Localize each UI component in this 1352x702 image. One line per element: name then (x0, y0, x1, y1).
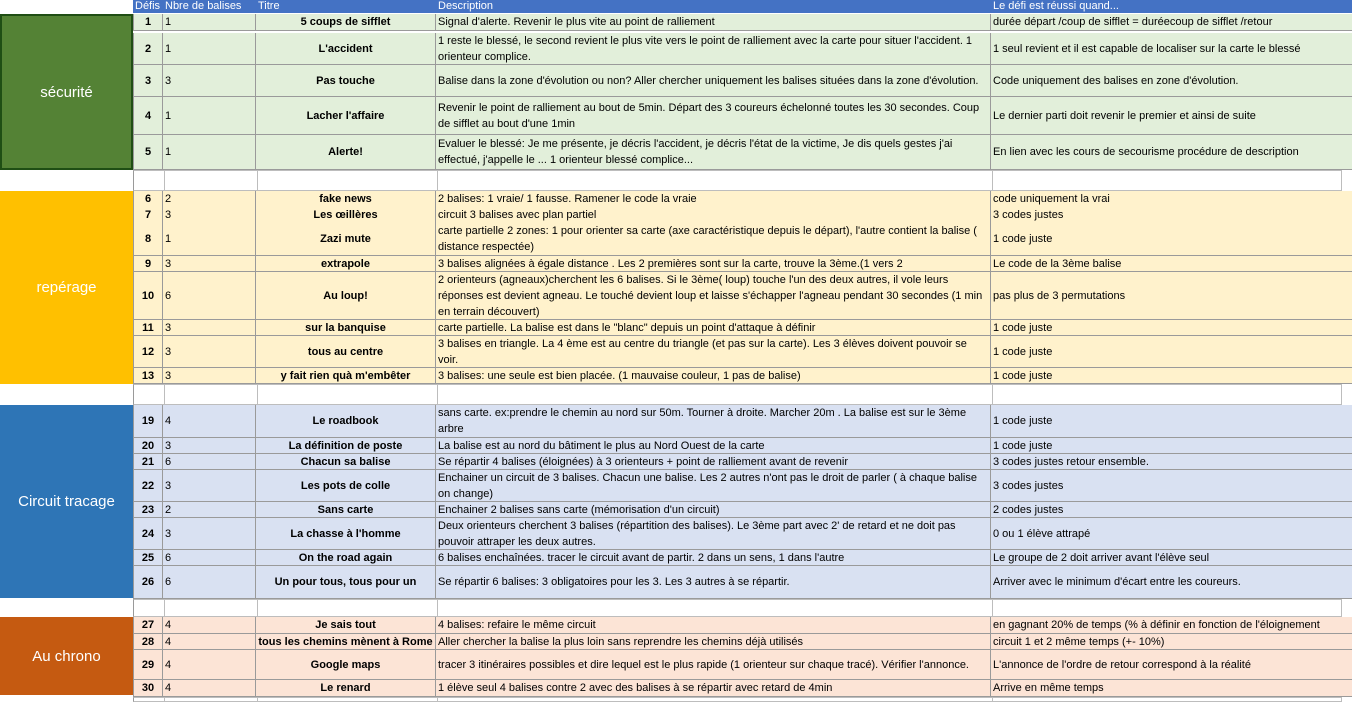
cell-defi-number-text: 9 (144, 257, 152, 270)
cell-reussi[interactable] (991, 634, 1352, 650)
cell-defi-number-text: 4 (144, 109, 152, 122)
cell-titre[interactable] (256, 207, 436, 224)
cell-defi-number[interactable] (133, 97, 163, 135)
cell-titre[interactable] (256, 454, 436, 470)
cell-reussi[interactable] (991, 65, 1352, 97)
header-reussi[interactable]: Le défi est réussi quand... (991, 0, 1352, 13)
corner-cell[interactable] (0, 0, 133, 14)
cell-reussi-text: pas plus de 3 permutations (993, 289, 1126, 302)
cell-titre[interactable] (256, 320, 436, 336)
cell-reussi[interactable] (991, 617, 1352, 634)
cell-nb-balises[interactable] (163, 223, 256, 256)
cell-nb-balises-text: 6 (165, 455, 172, 468)
cell-titre-text: tous les chemins mènent à Rome (258, 635, 433, 648)
cell-description-text: Enchainer un circuit de 3 balises. Chacun une balise. Les 2 autres n'ont pas le droit de parler ( à chaque balise on change) (438, 471, 977, 500)
cell-titre-text: Les œillères (313, 209, 378, 221)
table-row (133, 405, 1352, 438)
cell-reussi[interactable] (991, 320, 1352, 336)
cell-reussi-text: Arrive en même temps (993, 682, 1104, 694)
cell-nb-balises-text: 3 (165, 209, 172, 221)
cell-defi-number-text: 3 (144, 74, 152, 87)
cell-description-text: Se répartir 6 balises: 3 obligatoires pour les 3. Les 3 autres à se répartir. (438, 576, 790, 588)
cell-titre[interactable] (256, 223, 436, 256)
cell-reussi[interactable] (991, 14, 1352, 31)
table-row (133, 368, 1352, 384)
cell-defi-number-text: 2 (144, 42, 152, 55)
cell-description-text: Se répartir 4 balises (éloignées) à 3 orienteurs + point de ralliement avant de revenir (438, 455, 848, 468)
cell-description[interactable] (436, 454, 991, 470)
cell-reussi[interactable] (991, 454, 1352, 470)
cell-description[interactable] (436, 336, 991, 368)
cell-description[interactable] (436, 65, 991, 97)
cell-reussi[interactable] (991, 470, 1352, 502)
table-row (133, 33, 1352, 65)
table-row (133, 336, 1352, 368)
cell-nb-balises-text: 3 (165, 527, 172, 540)
cell-nb-balises[interactable] (163, 135, 256, 170)
cell-nb-balises[interactable] (163, 368, 256, 384)
cell-nb-balises-text: 4 (165, 658, 172, 671)
cell-reussi[interactable] (991, 566, 1352, 599)
empty-row[interactable] (133, 599, 1342, 617)
table-row (133, 617, 1352, 634)
cell-defi-number[interactable] (133, 405, 163, 438)
cell-description[interactable] (436, 207, 991, 224)
empty-row[interactable] (133, 170, 1342, 191)
cell-titre-text: Je sais tout (315, 619, 376, 631)
category-label: sécurité (40, 83, 93, 101)
cell-titre-text: 5 coups de sifflet (300, 16, 391, 28)
cell-titre-text: Pas touche (316, 74, 375, 87)
cell-description[interactable] (436, 135, 991, 170)
cell-defi-number[interactable] (133, 256, 163, 272)
cell-titre-text: tous au centre (307, 345, 384, 358)
category-label: Circuit tracage (18, 493, 115, 510)
cell-nb-balises-text: 6 (165, 576, 172, 588)
cell-nb-balises-text: 1 (165, 42, 172, 55)
category-block[interactable] (0, 191, 133, 384)
cell-reussi-text: 3 codes justes (993, 209, 1064, 221)
cell-nb-balises-text: 6 (165, 289, 172, 302)
cell-reussi[interactable] (991, 550, 1352, 566)
cell-nb-balises-text: 2 (165, 193, 172, 205)
cell-titre-text: On the road again (298, 551, 393, 564)
cell-description-text: 3 balises: une seule est bien placée. (1 mauvaise couleur, 1 pas de balise) (438, 369, 801, 382)
cell-reussi-text: 1 seul revient et il est capable de localiser sur la carte le blessé (993, 42, 1301, 55)
cell-defi-number[interactable] (133, 207, 163, 224)
cell-description-text: circuit 3 balises avec plan partiel (438, 209, 597, 221)
cell-titre-text: fake news (319, 193, 372, 205)
cell-nb-balises[interactable] (163, 650, 256, 680)
cell-description[interactable] (436, 33, 991, 65)
empty-row[interactable] (133, 384, 1342, 405)
cell-titre[interactable] (256, 336, 436, 368)
table-row (133, 502, 1352, 518)
cell-description[interactable] (436, 502, 991, 518)
cell-nb-balises[interactable] (163, 272, 256, 320)
cell-defi-number-text: 11 (142, 321, 154, 334)
cell-nb-balises[interactable] (163, 518, 256, 550)
cell-defi-number[interactable] (133, 617, 163, 634)
cell-description[interactable] (436, 680, 991, 697)
cell-reussi-text: 1 code juste (993, 233, 1053, 245)
cell-description-text: La balise est au nord du bâtiment le plus au Nord Ouest de la carte (438, 439, 765, 452)
cell-nb-balises-text: 3 (165, 479, 172, 492)
table-row (133, 470, 1352, 502)
cell-reussi[interactable] (991, 336, 1352, 368)
cell-description-text: Revenir le point de ralliement au bout de 5min. Départ des 3 coureurs échelonné toutes les 30 secondes. Coup de sifflet au bout d'une 1min (438, 101, 980, 130)
cell-reussi-text: Le code de la 3ème balise (993, 257, 1122, 270)
cell-nb-balises[interactable] (163, 97, 256, 135)
cell-description-text: Enchainer 2 balises sans carte (mémorisation d'un circuit) (438, 503, 720, 516)
cell-nb-balises[interactable] (163, 617, 256, 634)
cell-nb-balises-text: 1 (165, 109, 172, 122)
empty-row[interactable] (133, 697, 1342, 702)
cell-defi-number-text: 22 (141, 479, 155, 492)
cell-defi-number-text: 20 (141, 439, 155, 452)
cell-titre[interactable] (256, 680, 436, 697)
cell-description[interactable] (436, 438, 991, 454)
cell-defi-number[interactable] (133, 454, 163, 470)
cell-defi-number[interactable] (133, 223, 163, 256)
cell-defi-number[interactable] (133, 438, 163, 454)
cell-nb-balises[interactable] (163, 550, 256, 566)
cell-nb-balises[interactable] (163, 502, 256, 518)
cell-titre[interactable] (256, 191, 436, 208)
cell-defi-number-text: 24 (141, 527, 155, 540)
cell-nb-balises[interactable] (163, 320, 256, 336)
cell-reussi-text: 1 code juste (993, 439, 1053, 452)
cell-titre-text: Lacher l'affaire (306, 109, 385, 122)
cell-nb-balises[interactable] (163, 336, 256, 368)
table-row (133, 207, 1352, 224)
table-row (133, 191, 1352, 208)
cell-nb-balises-text: 1 (165, 233, 172, 245)
cell-reussi-text: 3 codes justes retour ensemble. (993, 455, 1149, 468)
cell-nb-balises-text: 3 (165, 439, 172, 452)
cell-nb-balises-text: 3 (165, 74, 172, 87)
cell-titre[interactable] (256, 617, 436, 634)
cell-reussi[interactable] (991, 256, 1352, 272)
cell-nb-balises-text: 3 (165, 345, 172, 358)
cell-reussi[interactable] (991, 135, 1352, 170)
cell-defi-number-text: 13 (141, 369, 155, 382)
cell-reussi[interactable] (991, 191, 1352, 208)
cell-nb-balises[interactable] (163, 470, 256, 502)
cell-nb-balises-text: 1 (165, 146, 172, 158)
cell-defi-number-text: 6 (144, 193, 152, 205)
cell-defi-number-text: 21 (141, 455, 155, 468)
cell-defi-number[interactable] (133, 33, 163, 65)
cell-description[interactable] (436, 518, 991, 550)
cell-titre[interactable] (256, 65, 436, 97)
cell-defi-number-text: 1 (144, 16, 152, 28)
cell-reussi[interactable] (991, 650, 1352, 680)
cell-titre-text: Alerte! (328, 146, 363, 158)
cell-description[interactable] (436, 617, 991, 634)
cell-titre[interactable] (256, 14, 436, 31)
cell-titre-text: Un pour tous, tous pour un (274, 576, 417, 588)
cell-defi-number[interactable] (133, 320, 163, 336)
cell-defi-number[interactable] (133, 14, 163, 31)
cell-nb-balises-text: 3 (165, 321, 172, 334)
cell-titre-text: Le roadbook (312, 415, 379, 427)
cell-titre[interactable] (256, 438, 436, 454)
cell-titre-text: Zazi mute (320, 233, 371, 245)
cell-defi-number[interactable] (133, 634, 163, 650)
cell-defi-number-text: 23 (141, 503, 155, 516)
cell-defi-number-text: 10 (141, 289, 155, 302)
cell-defi-number[interactable] (133, 680, 163, 697)
cell-defi-number-text: 5 (144, 146, 152, 158)
cell-description[interactable] (436, 14, 991, 31)
category-block[interactable] (0, 617, 133, 695)
cell-nb-balises-text: 4 (165, 682, 172, 694)
cell-description[interactable] (436, 223, 991, 256)
cell-reussi-text: Code uniquement des balises en zone d'évolution. (993, 74, 1239, 87)
cell-description-text: Evaluer le blessé: Je me présente, je décris l'accident, je décris l'état de la victime, Je dis quels gestes j'ai effectué, j'appelle le ... 1 orienteur blessé complice... (438, 138, 953, 166)
cell-titre-text: Les pots de colle (300, 479, 391, 492)
cell-description[interactable] (436, 97, 991, 135)
cell-reussi-text: durée départ /coup de sifflet = duréecoup de sifflet /retour (993, 16, 1273, 28)
cell-nb-balises[interactable] (163, 191, 256, 208)
cell-nb-balises[interactable] (163, 454, 256, 470)
cell-reussi-text: Arriver avec le minimum d'écart entre les coureurs. (993, 576, 1241, 588)
cell-description[interactable] (436, 470, 991, 502)
cell-reussi[interactable] (991, 405, 1352, 438)
cell-defi-number[interactable] (133, 135, 163, 170)
cell-reussi-text: code uniquement la vrai (993, 193, 1110, 205)
cell-titre-text: Chacun sa balise (300, 455, 391, 468)
cell-nb-balises-text: 1 (165, 16, 172, 28)
cell-description-text: 4 balises: refaire le même circuit (438, 619, 596, 631)
category-label: Au chrono (32, 647, 101, 665)
cell-description-text: 2 balises: 1 vraie/ 1 fausse. Ramener le code la vraie (438, 193, 697, 205)
cell-reussi[interactable] (991, 502, 1352, 518)
table-row (133, 518, 1352, 550)
cell-titre[interactable] (256, 470, 436, 502)
cell-reussi-text: 1 code juste (993, 345, 1053, 358)
cell-nb-balises[interactable] (163, 14, 256, 31)
cell-description[interactable] (436, 191, 991, 208)
cell-description[interactable] (436, 566, 991, 599)
cell-defi-number-text: 28 (141, 635, 155, 648)
cell-reussi-text: 3 codes justes (993, 479, 1064, 492)
category-block[interactable] (0, 14, 133, 170)
table-row (133, 454, 1352, 470)
cell-reussi[interactable] (991, 680, 1352, 697)
header-titre[interactable]: Titre (256, 0, 436, 13)
cell-reussi-text: en gagnant 20% de temps (% à définir en fonction de l'éloignement (993, 619, 1320, 631)
cell-defi-number[interactable] (133, 65, 163, 97)
table-row (133, 634, 1352, 650)
cell-nb-balises-text: 6 (165, 551, 172, 564)
header-defis[interactable]: Défis (133, 0, 163, 13)
cell-nb-balises[interactable] (163, 256, 256, 272)
cell-nb-balises[interactable] (163, 438, 256, 454)
cell-description-text: sans carte. ex:prendre le chemin au nord sur 50m. Tourner à droite. Marcher 20m . La balise est sur le 3ème arbre (438, 407, 967, 435)
category-block[interactable] (0, 405, 133, 598)
cell-titre[interactable] (256, 272, 436, 320)
cell-description-text: Balise dans la zone d'évolution ou non? Aller chercher uniquement les balises situées dans la zone d'évolution. (438, 74, 979, 87)
table-row (133, 256, 1352, 272)
cell-reussi-text: Le dernier parti doit revenir le premier et ainsi de suite (993, 109, 1256, 122)
cell-description-text: 1 élève seul 4 balises contre 2 avec des balises à se répartir avec retard de 4min (438, 682, 833, 694)
table-row (133, 97, 1352, 135)
table-row (133, 320, 1352, 336)
cell-defi-number-text: 27 (141, 619, 155, 631)
cell-defi-number[interactable] (133, 518, 163, 550)
cell-titre-text: extrapole (321, 257, 370, 270)
cell-description[interactable] (436, 272, 991, 320)
cell-titre[interactable] (256, 97, 436, 135)
cell-defi-number[interactable] (133, 502, 163, 518)
cell-description-text: 6 balises enchaînées. tracer le circuit avant de partir. 2 dans un sens, 1 dans l'autre (438, 551, 845, 564)
cell-nb-balises-text: 3 (165, 369, 172, 382)
cell-reussi-text: 1 code juste (993, 369, 1053, 382)
table-row (133, 566, 1352, 599)
cell-reussi[interactable] (991, 272, 1352, 320)
cell-description-text: Aller chercher la balise la plus loin sans reprendre les chemins déjà utilisés (438, 635, 804, 648)
cell-titre[interactable] (256, 550, 436, 566)
cell-nb-balises-text: 4 (165, 619, 172, 631)
cell-reussi-text: L'annonce de l'ordre de retour correspond à la réalité (993, 658, 1251, 671)
table-row (133, 272, 1352, 320)
cell-defi-number[interactable] (133, 470, 163, 502)
cell-titre-text: Sans carte (317, 503, 374, 516)
cell-defi-number-text: 26 (141, 576, 155, 588)
cell-reussi[interactable] (991, 207, 1352, 224)
cell-reussi-text: 0 ou 1 élève attrapé (993, 527, 1091, 540)
table-row (133, 65, 1352, 97)
cell-defi-number-text: 7 (144, 209, 152, 221)
cell-reussi-text: 2 codes justes (993, 503, 1064, 516)
cell-defi-number-text: 19 (141, 415, 155, 427)
cell-description-text: carte partielle. La balise est dans le "blanc" depuis un point d'attaque à définir (438, 321, 816, 334)
cell-description-text: 1 reste le blessé, le second revient le plus vite vers le point de ralliement avec la carte pour situer l'accident. 1 orienteur complice. (438, 34, 973, 63)
cell-titre-text: La chasse à l'homme (290, 527, 401, 540)
cell-titre-text: La définition de poste (288, 439, 403, 452)
cell-defi-number[interactable] (133, 566, 163, 599)
cell-nb-balises-text: 2 (165, 503, 172, 516)
cell-titre[interactable] (256, 405, 436, 438)
cell-defi-number[interactable] (133, 336, 163, 368)
cell-reussi[interactable] (991, 223, 1352, 256)
cell-description[interactable] (436, 634, 991, 650)
table-row (133, 680, 1352, 697)
cell-reussi-text: 1 code juste (993, 415, 1053, 427)
table-row (133, 14, 1352, 31)
cell-titre[interactable] (256, 566, 436, 599)
table-row (133, 135, 1352, 170)
cell-titre[interactable] (256, 135, 436, 170)
cell-nb-balises[interactable] (163, 65, 256, 97)
cell-titre[interactable] (256, 256, 436, 272)
cell-defi-number-text: 30 (141, 682, 155, 694)
cell-description-text: Deux orienteurs cherchent 3 balises (répartition des balises). Le 3ème part avec 2' de retard et ne doit pas pouvoir attraper les deux autres. (438, 519, 956, 548)
cell-titre[interactable] (256, 368, 436, 384)
cell-titre-text: Le renard (320, 682, 371, 694)
cell-description-text: carte partielle 2 zones: 1 pour orienter sa carte (axe caractéristique depuis le départ), l'autre contient la balise ( distance respectée) (438, 225, 977, 253)
table-row (133, 550, 1352, 566)
cell-nb-balises-text: 4 (165, 635, 172, 648)
cell-defi-number[interactable] (133, 191, 163, 208)
cell-description-text: 3 balises en triangle. La 4 ème est au centre du triangle (et pas sur la carte). Les 3 élèves doivent pouvoir se voir. (438, 337, 967, 366)
cell-reussi-text: Le groupe de 2 doit arriver avant l'élève seul (993, 551, 1210, 564)
cell-nb-balises[interactable] (163, 566, 256, 599)
cell-defi-number-text: 8 (144, 233, 152, 245)
cell-defi-number-text: 29 (141, 658, 155, 671)
cell-reussi[interactable] (991, 438, 1352, 454)
cell-reussi-text: En lien avec les cours de secourisme procédure de description (993, 146, 1299, 158)
cell-titre[interactable] (256, 502, 436, 518)
cell-titre[interactable] (256, 518, 436, 550)
cell-titre-text: L'accident (318, 42, 373, 55)
cell-description-text: Signal d'alerte. Revenir le plus vite au point de ralliement (438, 16, 715, 28)
cell-titre-text: sur la banquise (305, 321, 386, 334)
cell-titre[interactable] (256, 650, 436, 680)
table-row (133, 438, 1352, 454)
cell-nb-balises[interactable] (163, 207, 256, 224)
cell-description[interactable] (436, 650, 991, 680)
cell-description-text: 3 balises alignées à égale distance . Les 2 premières sont sur la carte, trouve la 3ème.(1 vers 2 (438, 257, 903, 270)
cell-reussi[interactable] (991, 33, 1352, 65)
cell-defi-number[interactable] (133, 368, 163, 384)
cell-titre-text: Au loup! (323, 289, 368, 302)
cell-reussi-text: 1 code juste (993, 321, 1053, 334)
cell-defi-number[interactable] (133, 272, 163, 320)
cell-description-text: tracer 3 itinéraires possibles et dire lequel est le plus rapide (1 orienteur sur chaque tracé). Vérifier l'annonce. (438, 658, 969, 671)
cell-reussi[interactable] (991, 97, 1352, 135)
cell-nb-balises-text: 3 (165, 257, 172, 270)
cell-defi-number-text: 25 (141, 551, 155, 564)
cell-nb-balises-text: 4 (165, 415, 172, 427)
cell-description[interactable] (436, 550, 991, 566)
cell-description[interactable] (436, 320, 991, 336)
cell-defi-number[interactable] (133, 650, 163, 680)
cell-description[interactable] (436, 256, 991, 272)
table-row (133, 223, 1352, 256)
cell-titre[interactable] (256, 634, 436, 650)
cell-reussi[interactable] (991, 518, 1352, 550)
cell-reussi-text: circuit 1 et 2 même temps (+- 10%) (993, 635, 1165, 648)
cell-titre-text: Google maps (310, 658, 381, 671)
cell-description-text: 2 orienteurs (agneaux)cherchent les 6 balises. Si le 3ème( loup) touche l'un des deux autres, il vole leurs réponses est devient agneau. Le touché devient loup et laisse s'échapper l'agneau pendant 30 secondes (1 min en terrain découvert) (438, 273, 983, 318)
cell-description[interactable] (436, 405, 991, 438)
cell-titre[interactable] (256, 33, 436, 65)
cell-reussi[interactable] (991, 368, 1352, 384)
cell-nb-balises[interactable] (163, 33, 256, 65)
cell-titre-text: y fait rien quà m'embêter (280, 369, 411, 382)
category-label: repérage (36, 279, 97, 296)
table-row (133, 650, 1352, 680)
cell-nb-balises[interactable] (163, 634, 256, 650)
cell-defi-number-text: 12 (141, 345, 155, 358)
header-nbre-balises[interactable]: Nbre de balises (163, 0, 256, 13)
header-description[interactable]: Description (436, 0, 991, 13)
cell-description[interactable] (436, 368, 991, 384)
cell-defi-number[interactable] (133, 550, 163, 566)
cell-nb-balises[interactable] (163, 405, 256, 438)
cell-nb-balises[interactable] (163, 680, 256, 697)
